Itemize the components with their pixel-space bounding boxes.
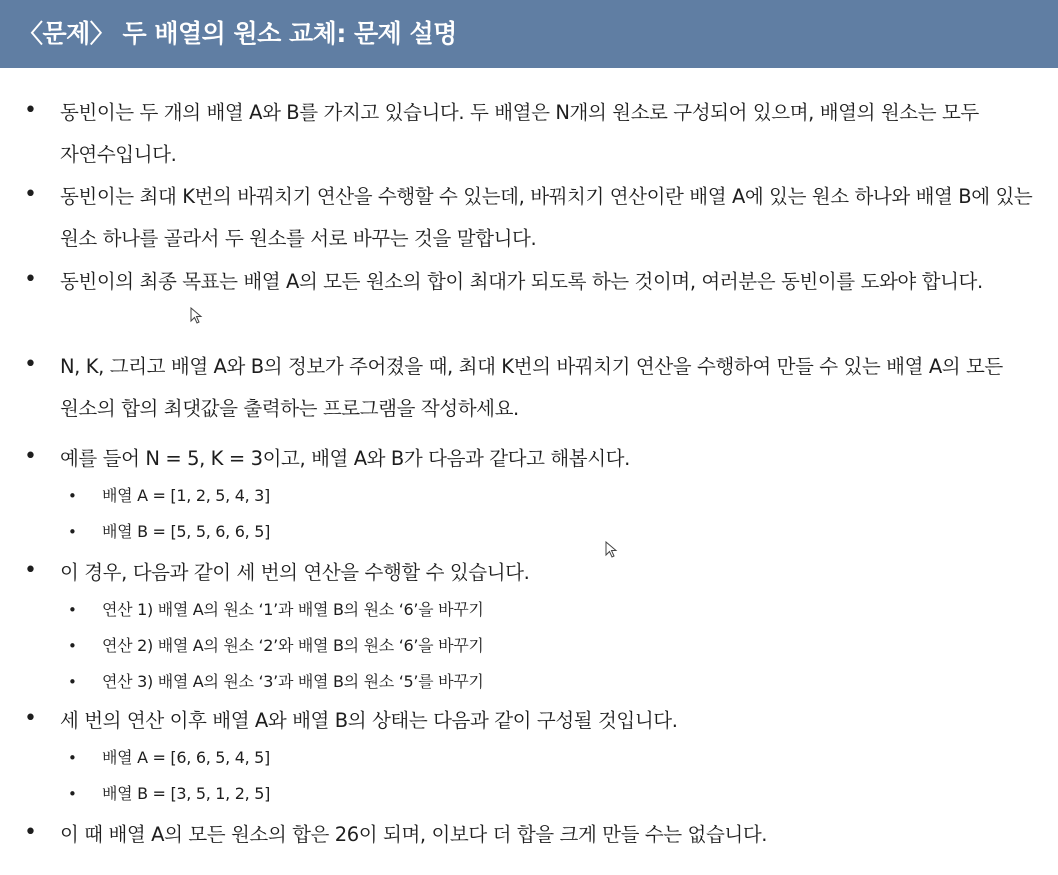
sub-bullet-dot: • (68, 785, 77, 803)
sub-bullet-dot: • (68, 637, 77, 655)
mouse-pointer-icon (190, 307, 204, 325)
bullet-text: 세 번의 연산 이후 배열 A와 배열 B의 상태는 다음과 같이 구성될 것입니다. (60, 709, 678, 732)
bullet-dot: • (24, 706, 37, 731)
sub-bullet-text: 연산 3) 배열 A의 원소 ‘3’과 배열 B의 원소 ‘5’를 바꾸기 (102, 672, 484, 691)
bullet-dot: • (24, 182, 37, 207)
bullet-dot: • (24, 267, 37, 292)
mouse-pointer-icon (605, 541, 619, 559)
bullet-text: 동빈이의 최종 목표는 배열 A의 모든 원소의 합이 최대가 되도록 하는 것이며, 여러분은 동빈이를 도와야 합니다. (60, 270, 983, 293)
sub-bullet-item (0, 740, 1058, 776)
bullet-text: 동빈이는 최대 K번의 바꿔치기 연산을 수행할 수 있는데, 바꿔치기 연산이란 배열 A에 있는 원소 하나와 배열 B에 있는 원소 하나를 골라서 두 원소를 서로 바꾸는 것을 말합니다. (60, 185, 1033, 250)
bullet-dot: • (24, 820, 37, 845)
sub-bullet-item (0, 478, 1058, 514)
sub-bullet-item (0, 776, 1058, 812)
bullet-text: 이 경우, 다음과 같이 세 번의 연산을 수행할 수 있습니다. (60, 561, 530, 584)
slide-title: 〈문제〉 두 배열의 원소 교체: 문제 설명 (18, 19, 457, 48)
sub-bullet-item (0, 664, 1058, 700)
bullet-dot: • (24, 98, 37, 123)
slide-content (0, 68, 1058, 875)
sub-bullet-dot: • (68, 523, 77, 541)
bullet-text: N, K, 그리고 배열 A와 B의 정보가 주어졌을 때, 최대 K번의 바꿔치기 연산을 수행하여 만들 수 있는 배열 A의 모든 원소의 합의 최댓값을 출력하는 프로그램을 작성하세요. (60, 355, 1003, 420)
sub-bullet-item (0, 514, 1058, 550)
sub-bullet-dot: • (68, 487, 77, 505)
sub-bullet-dot: • (68, 749, 77, 767)
sub-bullet-item (0, 628, 1058, 664)
sub-bullet-item (0, 592, 1058, 628)
sub-bullet-dot: • (68, 601, 77, 619)
sub-bullet-text: 연산 1) 배열 A의 원소 ‘1’과 배열 B의 원소 ‘6’을 바꾸기 (102, 600, 484, 619)
bullet-text: 예를 들어 N = 5, K = 3이고, 배열 A와 B가 다음과 같다고 해봅시다. (60, 447, 630, 470)
sub-bullet-text: 배열 A = [6, 6, 5, 4, 5] (102, 748, 270, 767)
bullet-dot: • (24, 444, 37, 469)
bullet-dot: • (24, 558, 37, 583)
slide-header (0, 0, 1058, 68)
bullet-text: 이 때 배열 A의 모든 원소의 합은 26이 되며, 이보다 더 합을 크게 만들 수는 없습니다. (60, 823, 768, 846)
sub-bullet-text: 배열 B = [3, 5, 1, 2, 5] (102, 784, 271, 803)
bullet-dot: • (24, 352, 37, 377)
sub-bullet-text: 배열 A = [1, 2, 5, 4, 3] (102, 486, 270, 505)
sub-bullet-text: 배열 B = [5, 5, 6, 6, 5] (102, 522, 271, 541)
sub-bullet-text: 연산 2) 배열 A의 원소 ‘2’와 배열 B의 원소 ‘6’을 바꾸기 (102, 636, 484, 655)
bullet-text: 동빈이는 두 개의 배열 A와 B를 가지고 있습니다. 두 배열은 N개의 원소로 구성되어 있으며, 배열의 원소는 모두 자연수입니다. (60, 101, 979, 166)
sub-bullet-dot: • (68, 673, 77, 691)
